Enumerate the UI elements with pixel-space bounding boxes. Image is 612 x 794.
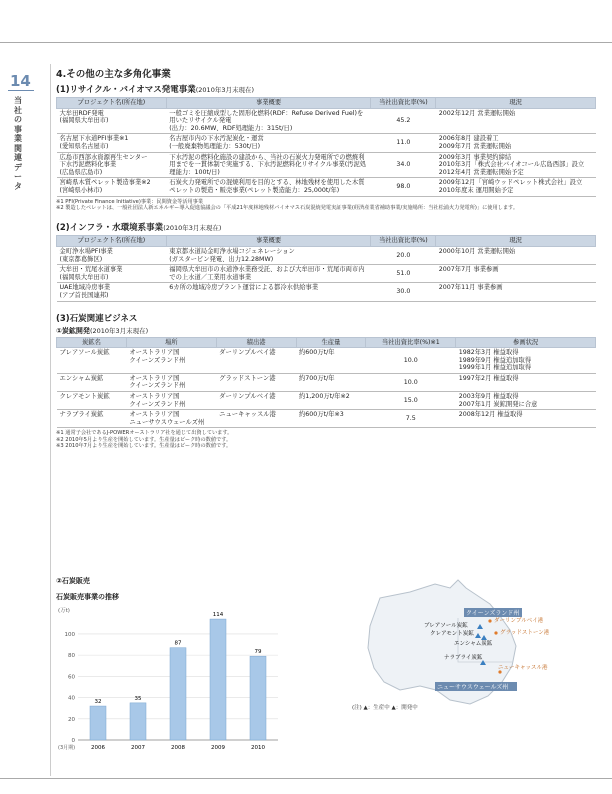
top-rule — [0, 42, 612, 43]
section2-table — [56, 235, 596, 301]
table-header: 事業概要 — [166, 98, 371, 109]
gladstone-label: グラッドストーン港 — [500, 630, 550, 636]
table-header: 場所 — [126, 337, 216, 348]
bar — [90, 706, 106, 740]
data-label: 87 — [174, 640, 182, 647]
section3-title: (3)石炭関連ビジネス — [56, 313, 138, 324]
table-header: 現況 — [436, 98, 596, 109]
y-tick-label: 60 — [68, 674, 75, 681]
cell-share: 20.0 — [371, 246, 436, 264]
cell-status: 1997年2月 権益取得 — [456, 373, 596, 391]
cell-place: オーストラリア国 ニューサウスウェールズ州 — [126, 410, 216, 428]
table-row — [57, 283, 596, 301]
cell-summary: 福岡県大牟田市の水道浄水業務受託、および大牟田市・荒尾市両市内での上水道／工業用水道事業 — [166, 265, 371, 283]
note-line: ※2 製造したペレットは、一般社団法人新エネルギー導入促進協議会の「平成21年度林地残材バイオマス石炭混焼発電実証事業(経済産業省補助事業/実施場所：当社松浦火力発電所)」に使用します。 — [56, 204, 519, 211]
cell-summary: 6カ所の地域冷房プラント運営による都冷水供給事業 — [166, 283, 371, 301]
cell-prod: 約600万t/年※3 — [296, 410, 366, 428]
table-header: 当社出資比率(%)※1 — [366, 337, 456, 348]
clermont-label: クレアモント炭鉱 — [430, 631, 474, 637]
section3-sub1: ①炭鉱開発(2010年3月末現在) — [56, 326, 149, 335]
cell-prod: 約700万t/年 — [296, 373, 366, 391]
table-row — [57, 152, 596, 178]
cell-summary: 東京都水道局金町浄水場コジェネレーション (ガスタービン発電、出力12.28MW) — [166, 246, 371, 264]
y-tick-label: 80 — [68, 653, 75, 660]
cell-name: 金町浄水場PFI事業 (東京都葛飾区) — [57, 246, 167, 264]
cell-place: オーストラリア国 クイーンズランド州 — [126, 348, 216, 374]
note-line: ※1 通常子会社であるJ-POWERオーストラリア社を通じて出資しています。 — [56, 430, 233, 437]
note-line: ※2 2010年5月より生産を開始しています。生産量はピーク時の数値です。 — [56, 436, 232, 443]
dalrymple-port-icon — [488, 619, 491, 622]
cell-name: 宮崎県木質ペレット製造事業※2 (宮崎県小林市) — [57, 178, 167, 196]
y-tick-label: 20 — [68, 716, 75, 723]
cell-name: 名古屋下水道PFI事業※1 (愛知県名古屋市) — [57, 134, 167, 152]
bar-chart-svg — [56, 604, 286, 769]
cell-status: 2009年3月 事業契約締結 2010年3月「株式会社バイオコール広島西部」設立 2012年4月 営業運転開始予定 — [436, 152, 596, 178]
cell-name: エンシャム炭鉱 — [57, 373, 127, 391]
cell-share: 11.0 — [371, 134, 436, 152]
bar — [210, 619, 226, 740]
x-tick-label: 2009 — [211, 745, 225, 751]
map-legend: (注) ▲：生産中 ▲：開発中 — [352, 705, 418, 711]
y-tick-label: 40 — [68, 695, 75, 702]
section-vertical-title: 当社の事業関連データ — [14, 96, 22, 191]
table-header: 現況 — [436, 236, 596, 247]
nsw-label: ニューサウスウェールズ州 — [437, 684, 509, 691]
table-row — [57, 178, 596, 196]
blair-label: ブレアソール炭鉱 — [424, 623, 468, 629]
main-content — [56, 66, 596, 450]
y-tick-label: 0 — [71, 738, 75, 744]
dalrymple-label: ダーリンプルベイ港 — [494, 618, 544, 624]
cell-place: オーストラリア国 クイーンズランド州 — [126, 392, 216, 410]
cell-summary: 名古屋市内の下水汚泥炭化・運営 (一般廃棄物処理能力：530t/日) — [166, 134, 371, 152]
cell-share: 34.0 — [371, 152, 436, 178]
x-unit-label: (3月期) — [58, 745, 76, 751]
map-svg — [340, 578, 580, 718]
table-row — [57, 392, 596, 410]
table-header: 当社出資比率(%) — [371, 236, 436, 247]
cell-status: 2000年10月 営業運転開始 — [436, 246, 596, 264]
cell-summary: 下水汚泥の燃料化施設の建設から、当社の石炭火力発電所での燃焼利用までを一貫体制で実施する、下水汚泥燃料化リサイクル事業(汚泥処理能力：100t/日) — [166, 152, 371, 178]
table-header: 生産量 — [296, 337, 366, 348]
x-tick-label: 2010 — [251, 745, 265, 751]
page-number: 14 — [10, 72, 31, 90]
cell-share: 30.0 — [371, 283, 436, 301]
cell-status: 2009年12月「宮崎ウッドペレット株式会社」設立 2010年度末 運用開始予定 — [436, 178, 596, 196]
bar — [130, 703, 146, 740]
x-tick-label: 2006 — [91, 745, 105, 751]
table-header: 当社出資比率(%) — [371, 98, 436, 109]
cell-name: 大牟田・荒尾水道事業 (福岡県大牟田市) — [57, 265, 167, 283]
cell-status: 2006年8月 建設着工 2009年7月 営業運転開始 — [436, 134, 596, 152]
cell-status: 2007年11月 事業参画 — [436, 283, 596, 301]
cell-share: 10.0 — [366, 373, 456, 391]
data-label: 114 — [212, 612, 224, 619]
cell-share: 51.0 — [371, 265, 436, 283]
cell-port: ダーリンプルベイ港 — [216, 348, 296, 374]
cell-summary: 一般ゴミを圧縮成型した固形化燃料(RDF：Refuse Derived Fuel)を用いたリサイクル発電 (出力：20.6MW、RDF処理能力：315t/日) — [166, 108, 371, 134]
chart-title: 石炭販売事業の推移 — [56, 593, 119, 601]
table-header: プロジェクト名(所在地) — [57, 236, 167, 247]
cell-prod: 約1,200万t/年※2 — [296, 392, 366, 410]
cell-summary: 石炭火力発電所での混焼利用を目的とする、林地残材を使用した木質ペレットの製造・販売事業(ペレット製造能力：25,000t/年) — [166, 178, 371, 196]
x-tick-label: 2008 — [171, 745, 185, 751]
cell-prod: 約600万t/年 — [296, 348, 366, 374]
cell-name: ブレアソール炭鉱 — [57, 348, 127, 374]
table-header: 炭鉱名 — [57, 337, 127, 348]
bar — [250, 656, 266, 740]
queensland-label: クイーンズランド州 — [466, 610, 520, 617]
table-header: プロジェクト名(所在地) — [57, 98, 167, 109]
bar — [170, 648, 186, 740]
table-row — [57, 410, 596, 428]
ensham-label: エンシャム炭鉱 — [454, 641, 493, 647]
cell-status: 2008年12月 権益取得 — [456, 410, 596, 428]
cell-name: 大牟田RDF発電 (福岡県大牟田市) — [57, 108, 167, 134]
y-tick-label: 100 — [64, 631, 75, 638]
table-row — [57, 246, 596, 264]
narrabri-label: ナラブライ炭鉱 — [444, 655, 483, 661]
cell-port: ダーリンプルベイ港 — [216, 392, 296, 410]
cell-share: 7.5 — [366, 410, 456, 428]
cell-port: グラッドストーン港 — [216, 373, 296, 391]
cell-share: 98.0 — [371, 178, 436, 196]
table-row — [57, 108, 596, 134]
cell-status: 2002年12月 営業運転開始 — [436, 108, 596, 134]
table-header: 参画状況 — [456, 337, 596, 348]
data-label: 79 — [254, 649, 262, 656]
cell-share: 45.2 — [371, 108, 436, 134]
page-heading: 4.その他の主な多角化事業 — [56, 69, 171, 80]
table-header: 積出港 — [216, 337, 296, 348]
cell-name: 広島市西部水資源再生センター 下水汚泥燃料化事業 (広島県広島市) — [57, 152, 167, 178]
cell-name: UAE地域冷房事業 (アブ首長国連邦) — [57, 283, 167, 301]
y-unit-label: (万t) — [58, 608, 70, 614]
gladstone-port-icon — [494, 631, 497, 634]
note-line: ※3 2010年7月より生産を開始しています。生産量はピーク時の数値です。 — [56, 443, 232, 450]
table-header: 事業概要 — [166, 236, 371, 247]
section1-table — [56, 97, 596, 197]
cell-place: オーストラリア国 クイーンズランド州 — [126, 373, 216, 391]
data-label: 32 — [94, 699, 102, 706]
section1-title: (1)リサイクル・バイオマス発電事業(2010年3月末現在) — [56, 85, 254, 95]
section3-sub2: ②石炭販売 — [56, 577, 90, 585]
cell-port: ニューキャッスル港 — [216, 410, 296, 428]
section3-notes — [56, 430, 596, 449]
coal-sales-chart — [56, 576, 286, 766]
cell-share: 15.0 — [366, 392, 456, 410]
section2-title: (2)インフラ・水環境系事業(2010年3月末現在) — [56, 223, 222, 234]
cell-status: 1982年3月 権益取得 1989年9月 権益追加取得 1999年1月 権益追加取得 — [456, 348, 596, 374]
bottom-rule — [0, 778, 612, 779]
table-row — [57, 348, 596, 374]
data-label: 35 — [134, 695, 142, 702]
cell-status: 2003年9月 権益取得 2007年1月 炭鉱開発に合意 — [456, 392, 596, 410]
table-row — [57, 265, 596, 283]
newcastle-label: ニューキャッスル港 — [498, 665, 548, 671]
cell-name: ナラブライ炭鉱 — [57, 410, 127, 428]
cell-status: 2007年7月 事業参画 — [436, 265, 596, 283]
cell-share: 10.0 — [366, 348, 456, 374]
section1-notes — [56, 199, 596, 212]
sidebar-divider — [50, 64, 51, 776]
cell-name: クレアモント炭鉱 — [57, 392, 127, 410]
table-row — [57, 373, 596, 391]
table-row — [57, 134, 596, 152]
x-tick-label: 2007 — [131, 745, 145, 751]
note-line: ※1 PFI(Private Finance Initiative)事業：民間資金等活用事業 — [56, 198, 204, 205]
page-number-rule — [8, 90, 34, 91]
section3-table — [56, 337, 596, 429]
